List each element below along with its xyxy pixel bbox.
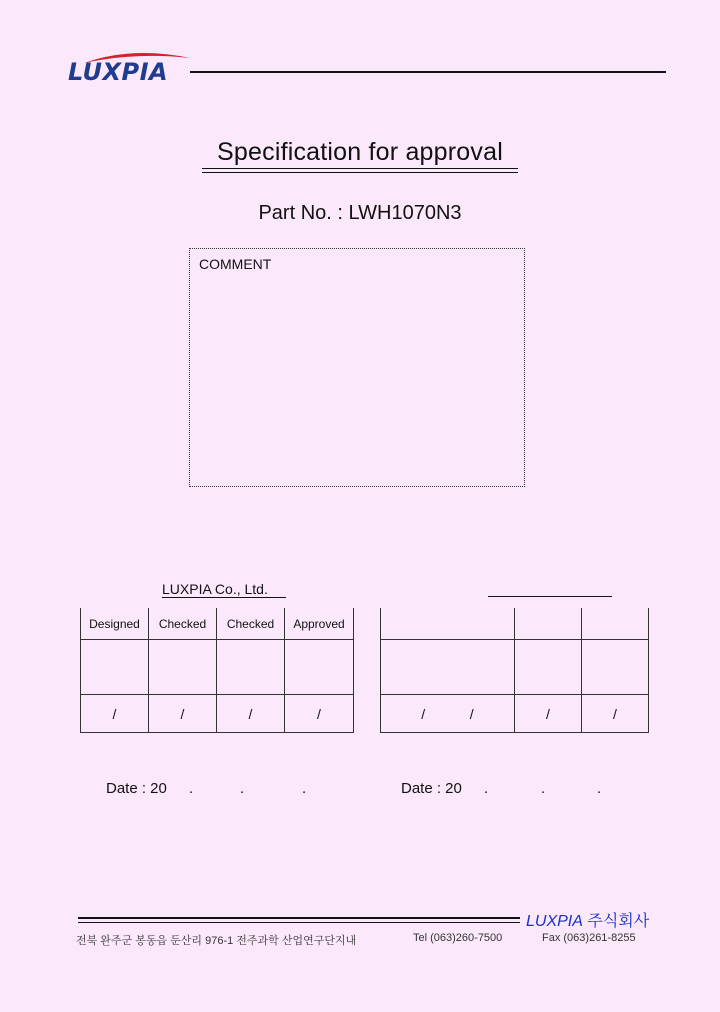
sign-date-cell[interactable] <box>149 695 217 733</box>
customer-approval-table <box>380 608 649 733</box>
date-dot: . <box>541 780 546 797</box>
footer-company-latin: LUXPIA <box>526 913 583 930</box>
supplier-company-name: LUXPIA Co., Ltd. <box>162 581 268 597</box>
supplier-approval-table <box>80 608 354 733</box>
customer-header-cell[interactable] <box>381 608 515 640</box>
header-checked: Checked <box>149 608 217 640</box>
title-underline <box>202 172 518 173</box>
date-slash: / <box>317 705 321 722</box>
header-checked-2: Checked <box>217 608 285 640</box>
signature-cell[interactable] <box>81 640 149 695</box>
sign-date-cell[interactable] <box>81 695 149 733</box>
date-slash: / <box>421 705 426 722</box>
supplier-company-underline <box>162 597 286 598</box>
header-designed: Designed <box>81 608 149 640</box>
sign-date-cell[interactable] <box>515 695 582 733</box>
date-slash: / <box>469 705 474 722</box>
sign-date-cell[interactable] <box>381 695 515 733</box>
signature-cell[interactable] <box>149 640 217 695</box>
comment-label: COMMENT <box>199 256 272 272</box>
sign-date-cell[interactable] <box>285 695 354 733</box>
date-dot: . <box>240 780 245 797</box>
title-underline <box>202 168 518 169</box>
signature-cell[interactable] <box>381 640 515 695</box>
footer-address: 전북 완주군 봉동읍 둔산리 976-1 전주과학 산업연구단지내 <box>76 935 357 947</box>
customer-date-label: Date : 20 <box>401 780 462 797</box>
date-slash: / <box>180 705 185 722</box>
signature-cell[interactable] <box>285 640 354 695</box>
date-dot: . <box>597 780 602 797</box>
document-title: Specification for approval <box>217 138 503 166</box>
footer-company <box>526 908 649 931</box>
sign-date-cell[interactable] <box>582 695 649 733</box>
signature-cell[interactable] <box>217 640 285 695</box>
date-slash: / <box>613 705 617 722</box>
logo-text: LUXPIA <box>68 58 169 86</box>
header-rule <box>190 71 666 73</box>
footer-tel: Tel (063)260-7500 <box>413 932 503 944</box>
supplier-date-label: Date : 20 <box>106 780 167 797</box>
customer-header-cell[interactable] <box>515 608 582 640</box>
footer-company-korean: 주식회사 <box>587 913 650 930</box>
luxpia-logo <box>64 48 190 88</box>
signature-cell[interactable] <box>515 640 582 695</box>
footer-rule <box>78 922 520 923</box>
date-slash: / <box>248 705 253 722</box>
date-dot: . <box>302 780 307 797</box>
date-dot: . <box>189 780 194 797</box>
customer-company-blank[interactable] <box>488 596 612 597</box>
footer-fax: Fax (063)261-8255 <box>542 932 636 944</box>
customer-header-cell[interactable] <box>582 608 649 640</box>
date-dot: . <box>484 780 489 797</box>
date-slash: / <box>546 705 550 722</box>
signature-cell[interactable] <box>582 640 649 695</box>
footer-rule <box>78 917 520 919</box>
comment-box[interactable] <box>189 248 525 487</box>
sign-date-cell[interactable] <box>217 695 285 733</box>
date-slash: / <box>112 705 117 722</box>
header-approved: Approved <box>285 608 354 640</box>
part-number: Part No. : LWH1070N3 <box>258 202 462 224</box>
